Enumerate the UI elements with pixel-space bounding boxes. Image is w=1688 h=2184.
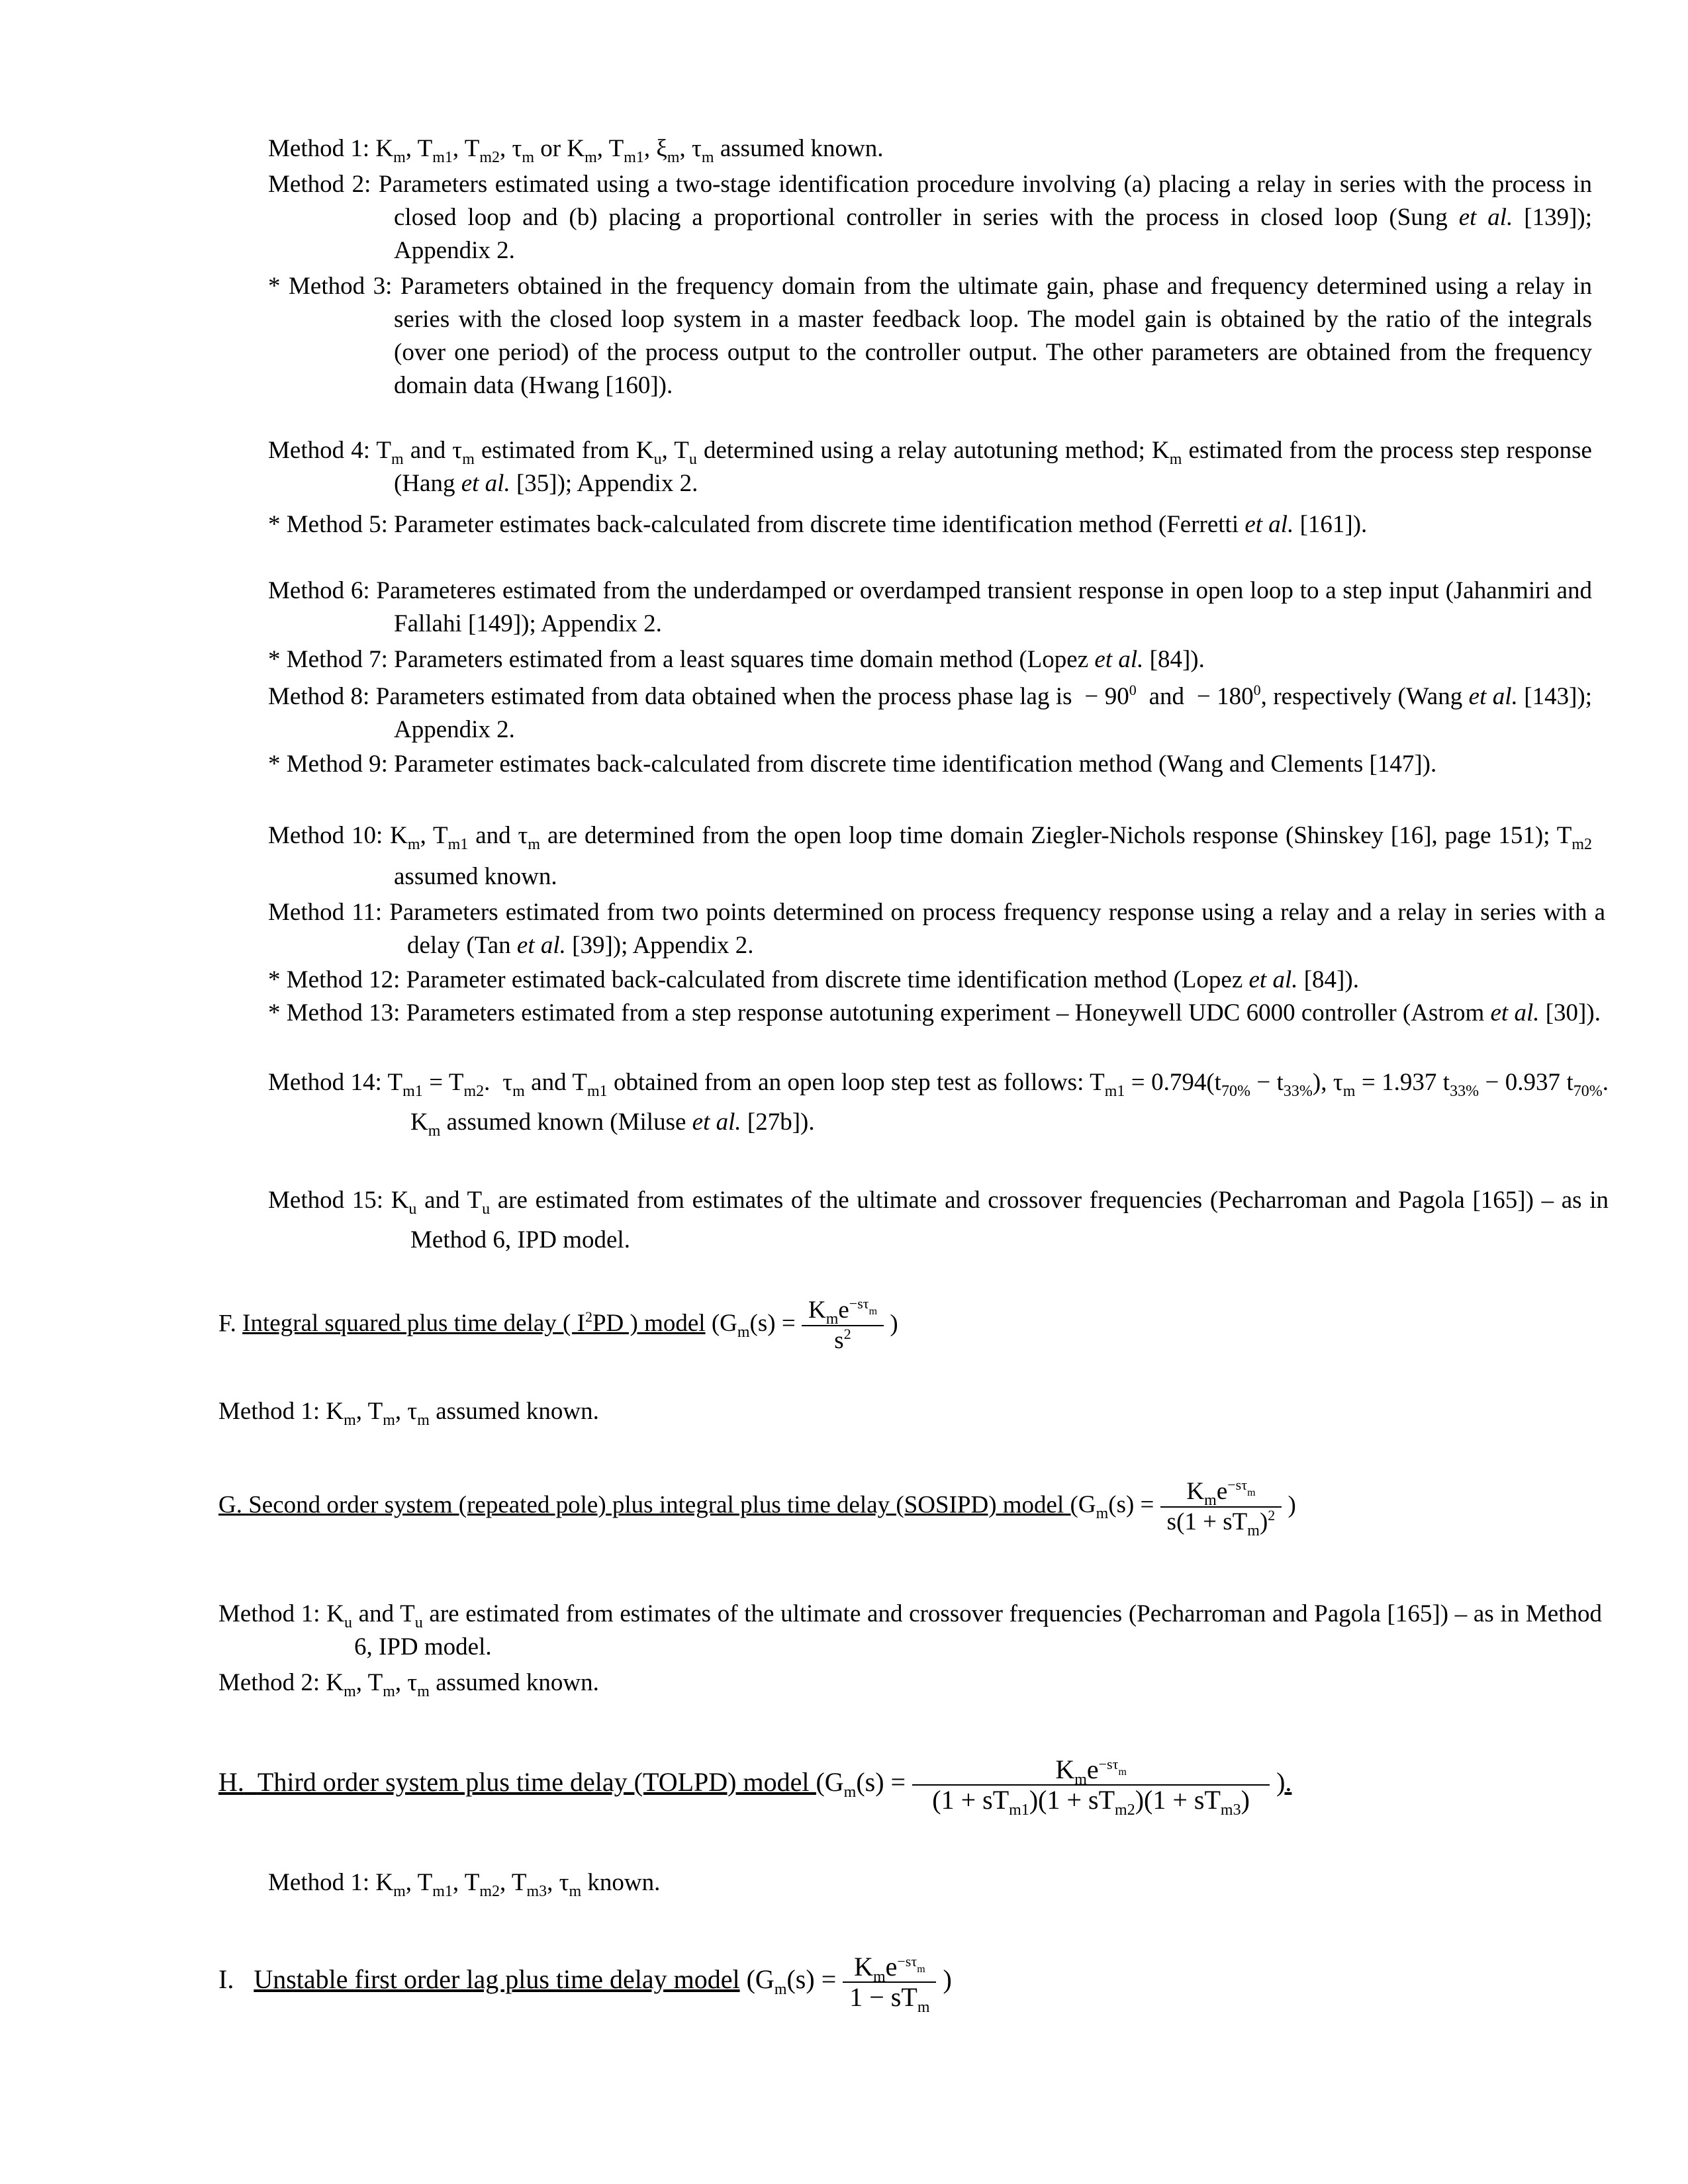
method-e6: Method 6: Parameteres estimated from the underdamped or overdamped transient response in open loop to a step input (Jahanmiri and Fallahi [149]); Appendix 2. [268, 577, 1592, 637]
section-h-heading: H. Third order system plus time delay (TOLPD) model ($G_m(s)$ = $\frac{K_me^{-s\tau_m}}{(1 + sT_{m1})(1 + sT_{m2})(1 + sT_{m3})}$ ). [218, 1754, 1292, 1819]
section-f-heading: F. Integral squared plus time delay ( $I^2PD$ ) model ($G_m(s)$ = $\frac{K_me^{-s\tau_m}}{s^2}$ ) [218, 1295, 898, 1354]
section-g-formula: $\frac{K_me^{-s\tau_m}}{s(1 + sT_m)^2}$ [1160, 1477, 1282, 1537]
method-e12: * Method 12: Parameter estimated back-calculated from discrete time identification method (Lopez et al. [84]). [268, 966, 1359, 993]
method-e4: Method 4: $T_m$ and $\tau_m$ estimated from $K_u$, $T_u$ determined using a relay autotuning method; $K_m$ estimated from the process step response (Hang et al. [35]); Appendix 2. [268, 437, 1592, 497]
section-i-formula: $\frac{K_me^{-s\tau_m}}{1 - sT_m}$ [843, 1952, 936, 2012]
section-f-formula: $\frac{K_me^{-s\tau_m}}{s^2}$ [802, 1296, 884, 1355]
method-g2: Method 2: $K_m$, $T_m$, $\tau_m$ assumed known. [218, 1669, 599, 1700]
section-i-heading: I. Unstable first order lag plus time delay model ($G_m(s)$ = $\frac{K_me^{-s\tau_m}}{1 - sT_m}$ ) [218, 1952, 952, 2016]
method-e3: * Method 3: Parameters obtained in the frequency domain from the ultimate gain, phase and frequency determined using a relay in series with the closed loop system in a master feedback loop. The model gain is obtained by the ratio of the integrals (over one period) of the process output to the controller output. The other parameters are obtained from the frequency domain data (Hwang [160]). [268, 273, 1592, 399]
method-e5: * Method 5: Parameter estimates back-calculated from discrete time identification method (Ferretti et al. [161]). [268, 511, 1368, 538]
method-f1: Method 1: $K_m$, $T_m$, $\tau_m$ assumed known. [218, 1398, 599, 1429]
method-e2: Method 2: Parameters estimated using a two-stage identification procedure involving (a) placing a relay in series with the process in closed loop and (b) placing a proportional controller in series with the process in closed loop (Sung et al. [139]); Appendix 2. [268, 171, 1592, 264]
method-h1: Method 1: $K_m$, $T_{m1}$, $T_{m2}$, $T_{m3}$, $\tau_m$ known. [268, 1869, 661, 1900]
method-e9: * Method 9: Parameter estimates back-calculated from discrete time identification method (Wang and Clements [147]). [268, 751, 1437, 778]
section-h-formula: $\frac{K_me^{-s\tau_m}}{(1 + sT_{m1})(1 + sT_{m2})(1 + sT_{m3})}$ [912, 1755, 1270, 1815]
section-g-heading: G. Second order system (repeated pole) plus integral plus time delay (SOSIPD) model ($G_m(s)$ = $\frac{K_me^{-s\tau_m}}{s(1 + sT_m)^2}$ ) [218, 1477, 1296, 1539]
method-e14: Method 14: $T_{m1} = T_{m2}$. $\tau_m$ and $T_{m1}$ obtained from an open loop step test as follows: $T_{m1} = 0.794(t_{70\%} - t_{33\%})$, $\tau_m = 1.937$ $t_{33\%} - 0.937$ $t_{70\%}$. $K_m$ assumed known (Miluse et al. [27b]). [268, 1069, 1609, 1140]
method-e1: Method 1: $K_m$, $T_{m1}$, $T_{m2}$, $\tau_m$ or $K_m$, $T_{m1}$, $\xi_m$, $\tau_m$ assumed known. [268, 135, 884, 166]
method-e15: Method 15: $K_u$ and $T_u$ are estimated from estimates of the ultimate and crossover frequencies (Pecharroman and Pagola [165]) – as in Method 6, IPD model. [268, 1187, 1609, 1253]
method-e10: Method 10: $K_m$, $T_{m1}$ and $\tau_m$ are determined from the open loop time domain Ziegler-Nichols response (Shinskey [16], page 151); $T_{m2}$ assumed known. [268, 822, 1592, 890]
method-e11: Method 11: Parameters estimated from two points determined on process frequency response using a relay and a relay in series with a delay (Tan et al. [39]); Appendix 2. [268, 899, 1605, 959]
method-g1: Method 1: $K_u$ and $T_u$ are estimated from estimates of the ultimate and crossover frequencies (Pecharroman and Pagola [165]) – as in Method 6, IPD model. [218, 1600, 1602, 1661]
method-e13: * Method 13: Parameters estimated from a step response autotuning experiment – Honeywell UDC 6000 controller (Astrom et al. [30]). [268, 999, 1601, 1026]
method-e8: Method 8: Parameters estimated from data obtained when the process phase lag is − $90^0$ and − $180^0$, respectively (Wang et al. [143]); Appendix 2. [268, 682, 1593, 743]
method-e7: * Method 7: Parameters estimated from a least squares time domain method (Lopez et al. [84]). [268, 646, 1205, 673]
